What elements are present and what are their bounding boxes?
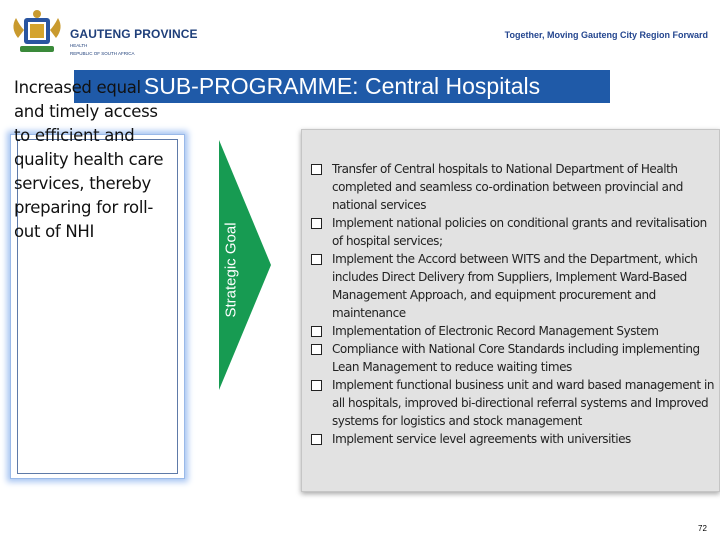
- checkbox-bullet-icon: [311, 254, 322, 265]
- objective-text: Implement functional business unit and ward based management in all hospitals, improved bi-directional referral systems and Improved systems for logistics and stock management: [332, 378, 714, 428]
- strategic-goal-label: Strategic Goal: [222, 222, 240, 318]
- brand: [70, 27, 198, 57]
- checkbox-bullet-icon: [311, 218, 322, 229]
- objective-text: Implement service level agreements with universities: [332, 432, 631, 446]
- objective-text: Implement national policies on conditional grants and revitalisation of hospital services;: [332, 216, 707, 248]
- objective-text: Compliance with National Core Standards including implementing Lean Management to reduce waiting times: [332, 342, 700, 374]
- objective-item: [307, 250, 717, 322]
- objective-item: [307, 376, 717, 430]
- checkbox-bullet-icon: [311, 344, 322, 355]
- objective-item: [307, 322, 717, 340]
- checkbox-bullet-icon: [311, 434, 322, 445]
- objective-item: [307, 430, 717, 448]
- brand-department: HEALTH: [70, 43, 88, 48]
- objectives-list: [307, 160, 717, 448]
- coat-of-arms-logo: [8, 8, 66, 56]
- objective-item: [307, 160, 717, 214]
- brand-country: REPUBLIC OF SOUTH AFRICA: [70, 51, 135, 56]
- checkbox-bullet-icon: [311, 164, 322, 175]
- strategic-goal-text: Increased equal and timely access to efficient and quality health care services, thereby preparing for roll-out of NHI: [14, 78, 164, 241]
- tagline: Together, Moving Gauteng City Region Forward: [504, 30, 708, 40]
- page-title: SUB-PROGRAMME: Central Hospitals: [74, 70, 610, 103]
- objective-item: [307, 340, 717, 376]
- checkbox-bullet-icon: [311, 380, 322, 391]
- brand-name: GAUTENG PROVINCE: [70, 27, 198, 41]
- objectives-box: [301, 129, 720, 492]
- objective-text: Implementation of Electronic Record Management System: [332, 324, 659, 338]
- page-number: 72: [698, 524, 707, 533]
- header: [0, 0, 720, 62]
- objective-text: Implement the Accord between WITS and the Department, which includes Direct Delivery from Suppliers, Implement Ward-Based Management Approach, and equipment procurement and maintenance: [332, 252, 698, 320]
- objective-text: Transfer of Central hospitals to National Department of Health completed and seamless co-ordination between provincial and national services: [332, 162, 683, 212]
- checkbox-bullet-icon: [311, 326, 322, 337]
- objective-item: [307, 214, 717, 250]
